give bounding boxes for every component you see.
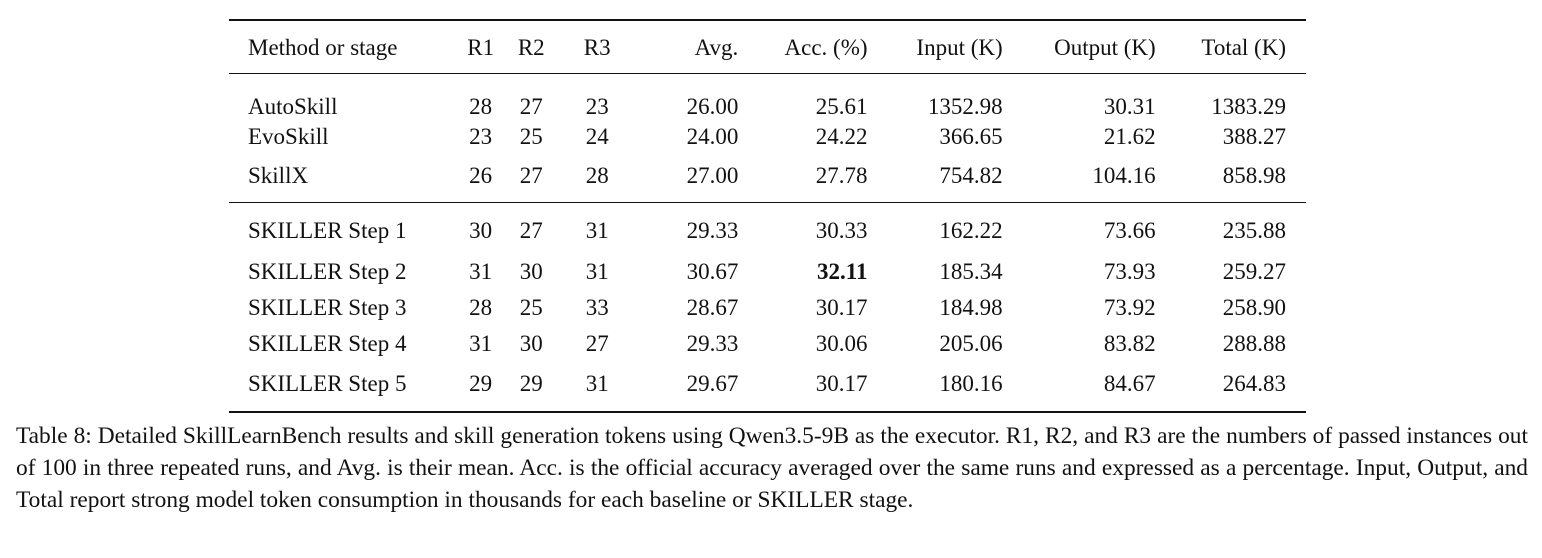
- cell-input: 180.16: [939, 370, 1003, 396]
- cell-input: 205.06: [939, 330, 1003, 356]
- cell-r1: 28: [469, 94, 493, 119]
- cell-r3: 28: [585, 162, 609, 188]
- cell-avg: 24.00: [686, 123, 739, 149]
- table-row: [229, 154, 1306, 203]
- cell-r1: 30: [469, 217, 493, 243]
- table-caption: Table 8: Detailed SkillLearnBench results and skill generation tokens using Qwen3.5-9B as the executor. R1, R2, and R3 are the numbers of passed instances out of 100 in three repeated runs, and Avg. is their mean. Acc. is the official accuracy averaged over the same runs and expressed as a percentage. Input, Output, and Total report strong model token consumption in thousands for each baseline or SKILLER stage.: [16, 423, 1528, 513]
- header-avg: Avg.: [694, 34, 739, 60]
- cell-r2: 27: [519, 94, 543, 119]
- cell-acc: 24.22: [815, 123, 868, 149]
- cell-input: 754.82: [939, 162, 1003, 188]
- table-row: [229, 325, 1306, 361]
- cell-r2: 29: [519, 370, 543, 396]
- cell-output: 73.92: [1103, 294, 1156, 320]
- cell-output: 84.67: [1103, 370, 1156, 396]
- cell-acc: 30.17: [815, 294, 868, 320]
- results-table-container: [229, 19, 1306, 413]
- table-row: [229, 203, 1306, 254]
- cell-input: 184.98: [939, 294, 1003, 320]
- cell-total: 264.83: [1222, 370, 1286, 396]
- skiller-group: [229, 203, 1306, 413]
- cell-acc: 30.06: [815, 330, 868, 356]
- results-table: [229, 19, 1306, 413]
- cell-output: 30.31: [1103, 94, 1156, 119]
- cell-acc: 30.17: [815, 370, 868, 396]
- cell-total: 288.88: [1222, 330, 1286, 356]
- header-acc: Acc. (%): [784, 34, 868, 60]
- header-r2: R2: [517, 34, 545, 60]
- cell-acc-best: 32.11: [817, 258, 868, 284]
- cell-avg: 28.67: [686, 294, 739, 320]
- cell-r1: 26: [469, 162, 493, 188]
- cell-r2: 30: [519, 258, 543, 284]
- cell-method: EvoSkill: [248, 123, 329, 149]
- cell-r1: 23: [469, 123, 493, 149]
- header-r3: R3: [583, 34, 611, 60]
- table-row: [229, 253, 1306, 289]
- cell-r3: 31: [585, 217, 609, 243]
- cell-r1: 31: [469, 258, 493, 284]
- cell-r3: 24: [585, 123, 609, 149]
- cell-r3: 27: [585, 330, 609, 356]
- cell-r3: 23: [585, 94, 609, 119]
- cell-input: 162.22: [939, 217, 1003, 243]
- baseline-group: [229, 74, 1306, 203]
- cell-avg: 30.67: [686, 258, 739, 284]
- header-method: Method or stage: [248, 34, 398, 60]
- cell-total: 1383.29: [1211, 94, 1286, 119]
- cell-r2: 25: [519, 123, 543, 149]
- cell-r2: 25: [519, 294, 543, 320]
- cell-total: 235.88: [1222, 217, 1286, 243]
- cell-method: SKILLER Step 2: [248, 258, 407, 284]
- header-input: Input (K): [916, 34, 1003, 60]
- cell-output: 73.66: [1103, 217, 1156, 243]
- cell-r1: 28: [469, 294, 493, 320]
- cell-acc: 25.61: [815, 94, 868, 119]
- cell-method: SkillX: [248, 162, 309, 188]
- table-row: [229, 74, 1306, 119]
- cell-method: SKILLER Step 3: [248, 294, 407, 320]
- table-row: [229, 289, 1306, 325]
- cell-r2: 27: [519, 162, 543, 188]
- cell-method: SKILLER Step 1: [248, 217, 407, 243]
- cell-avg: 26.00: [686, 94, 739, 119]
- cell-avg: 29.33: [686, 217, 739, 243]
- cell-r3: 31: [585, 370, 609, 396]
- cell-avg: 29.67: [686, 370, 739, 396]
- cell-output: 83.82: [1103, 330, 1156, 356]
- cell-r1: 31: [469, 330, 493, 356]
- cell-total: 388.27: [1222, 123, 1286, 149]
- cell-input: 185.34: [939, 258, 1003, 284]
- header-r1: R1: [467, 34, 495, 60]
- cell-output: 21.62: [1103, 123, 1156, 149]
- cell-r3: 33: [585, 294, 609, 320]
- cell-r3: 31: [585, 258, 609, 284]
- table-header: [229, 20, 1306, 74]
- cell-total: 259.27: [1222, 258, 1286, 284]
- cell-method: SKILLER Step 5: [248, 370, 407, 396]
- cell-output: 104.16: [1092, 162, 1156, 188]
- header-total: Total (K): [1201, 34, 1286, 60]
- table-row: [229, 118, 1306, 154]
- cell-output: 73.93: [1103, 258, 1156, 284]
- cell-method: SKILLER Step 4: [248, 330, 407, 356]
- cell-r2: 27: [519, 217, 543, 243]
- cell-total: 858.98: [1222, 162, 1286, 188]
- cell-r2: 30: [519, 330, 543, 356]
- cell-input: 366.65: [939, 123, 1003, 149]
- header-output: Output (K): [1054, 34, 1156, 60]
- cell-avg: 27.00: [686, 162, 739, 188]
- cell-acc: 30.33: [815, 217, 868, 243]
- cell-r1: 29: [469, 370, 493, 396]
- cell-acc: 27.78: [815, 162, 868, 188]
- cell-avg: 29.33: [686, 330, 739, 356]
- cell-method: AutoSkill: [248, 94, 338, 119]
- cell-total: 258.90: [1222, 294, 1286, 320]
- cell-input: 1352.98: [927, 94, 1003, 119]
- header-row: [229, 20, 1306, 74]
- table-row: [229, 361, 1306, 412]
